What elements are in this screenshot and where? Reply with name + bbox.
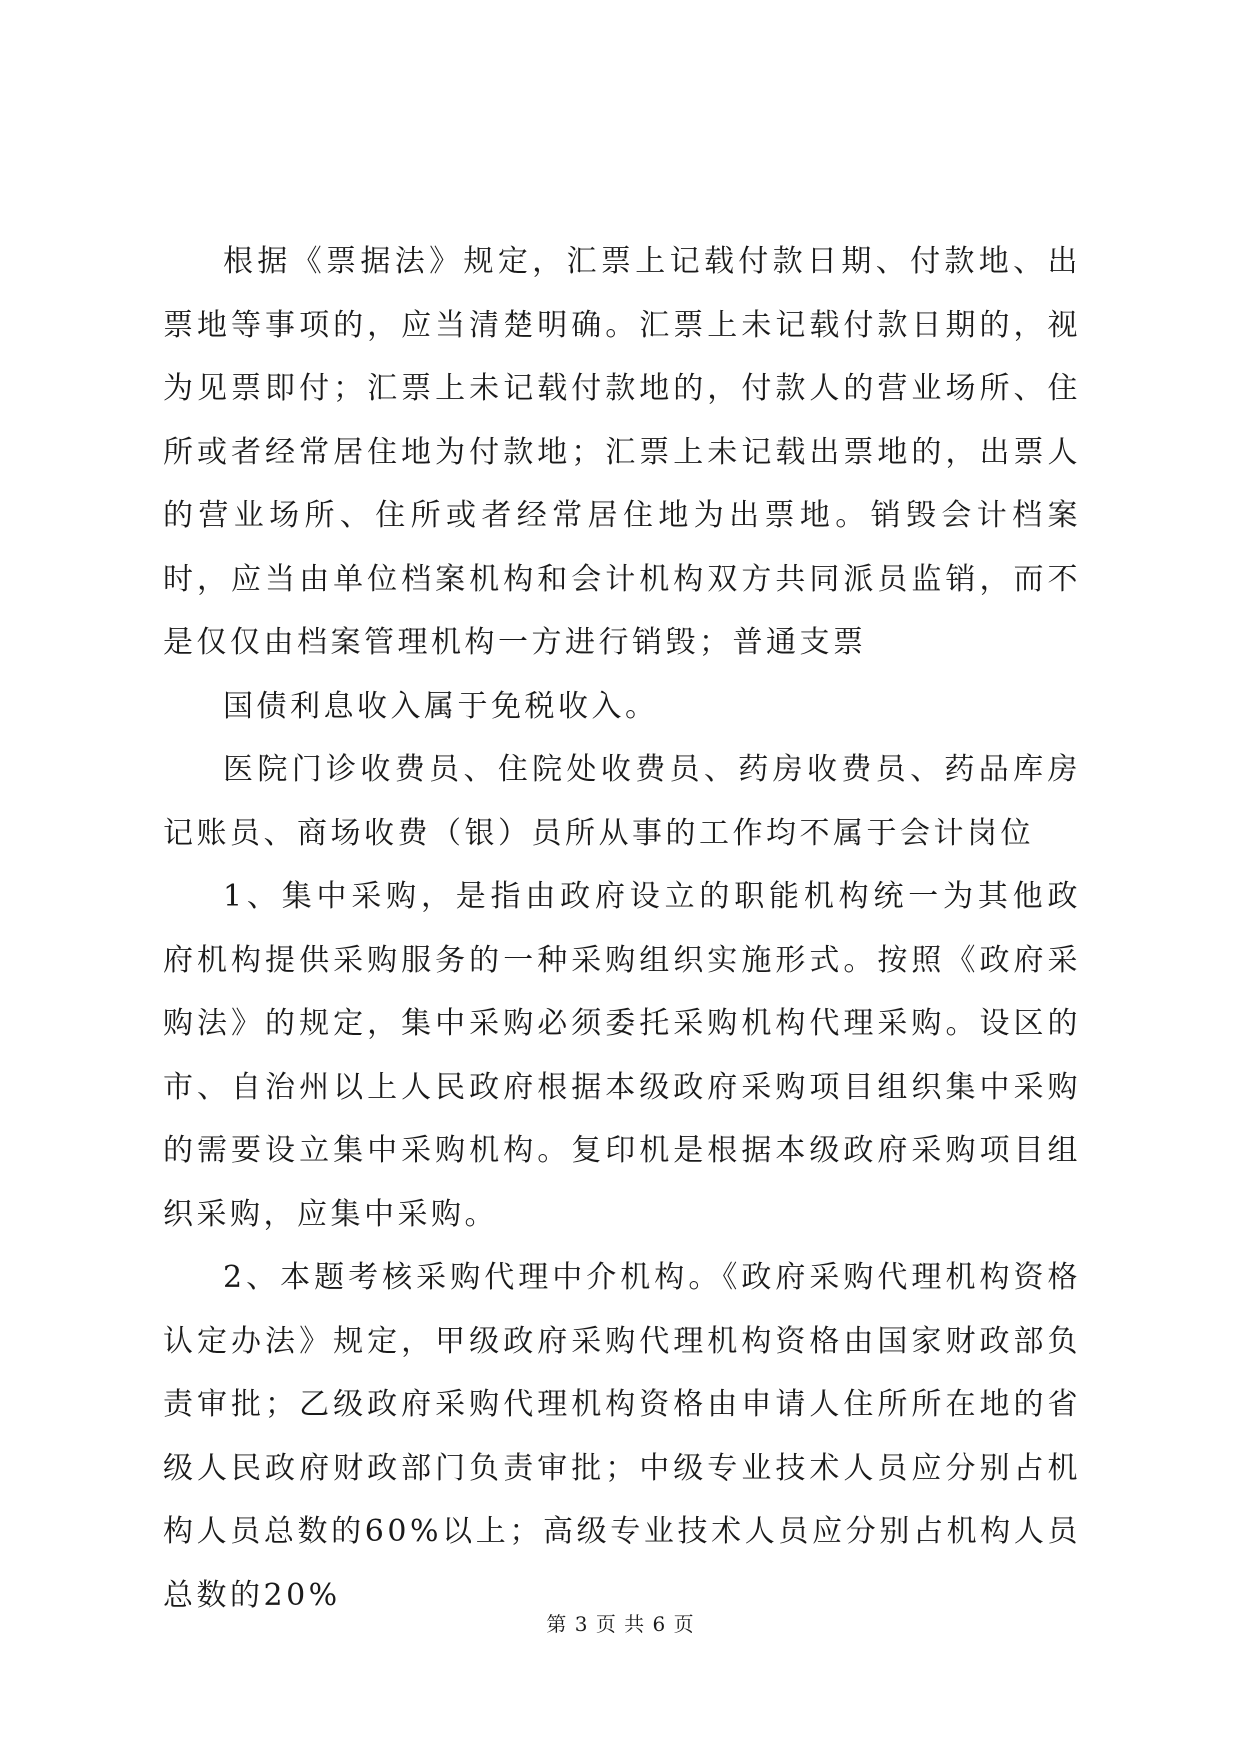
paragraph-bill-law: 根据《票据法》规定，汇票上记载付款日期、付款地、出票地等事项的，应当清楚明确。汇票上未记载付款日期的，视为见票即付；汇票上未记载付款地的，付款人的营业场所、住所或者经常居住地为付款地；汇票上未记载出票地的，出票人的营业场所、住所或者经常居住地为出票地。销毁会计档案时，应当由单位档案机构和会计机构双方共同派员监销，而不是仅仅由档案管理机构一方进行销毁；普通支票 <box>163 244 1081 660</box>
document-body <box>163 230 1081 1627</box>
paragraph-procurement-agency: 2、本题考核采购代理中介机构。《政府采购代理机构资格认定办法》规定，甲级政府采购代理机构资格由国家财政部负责审批；乙级政府采购代理机构资格由申请人住所所在地的省级人民政府财政部门负责审批；中级专业技术人员应分别占机构人员总数的60%以上；高级专业技术人员应分别占机构人员总数的20% <box>163 1260 1081 1613</box>
paragraph-centralized-procurement: 1、集中采购，是指由政府设立的职能机构统一为其他政府机构提供采购服务的一种采购组织实施形式。按照《政府采购法》的规定，集中采购必须委托采购机构代理采购。设区的市、自治州以上人民政府根据本级政府采购项目组织集中采购的需要设立集中采购机构。复印机是根据本级政府采购项目组织采购，应集中采购。 <box>163 879 1081 1232</box>
page-number-footer: 第 3 页 共 6 页 <box>546 1612 695 1636</box>
paragraph-treasury-interest: 国债利息收入属于免税收入。 <box>223 688 659 724</box>
paragraph-cashier-positions: 医院门诊收费员、住院处收费员、药房收费员、药品库房记账员、商场收费（银）员所从事的工作均不属于会计岗位 <box>163 752 1081 851</box>
